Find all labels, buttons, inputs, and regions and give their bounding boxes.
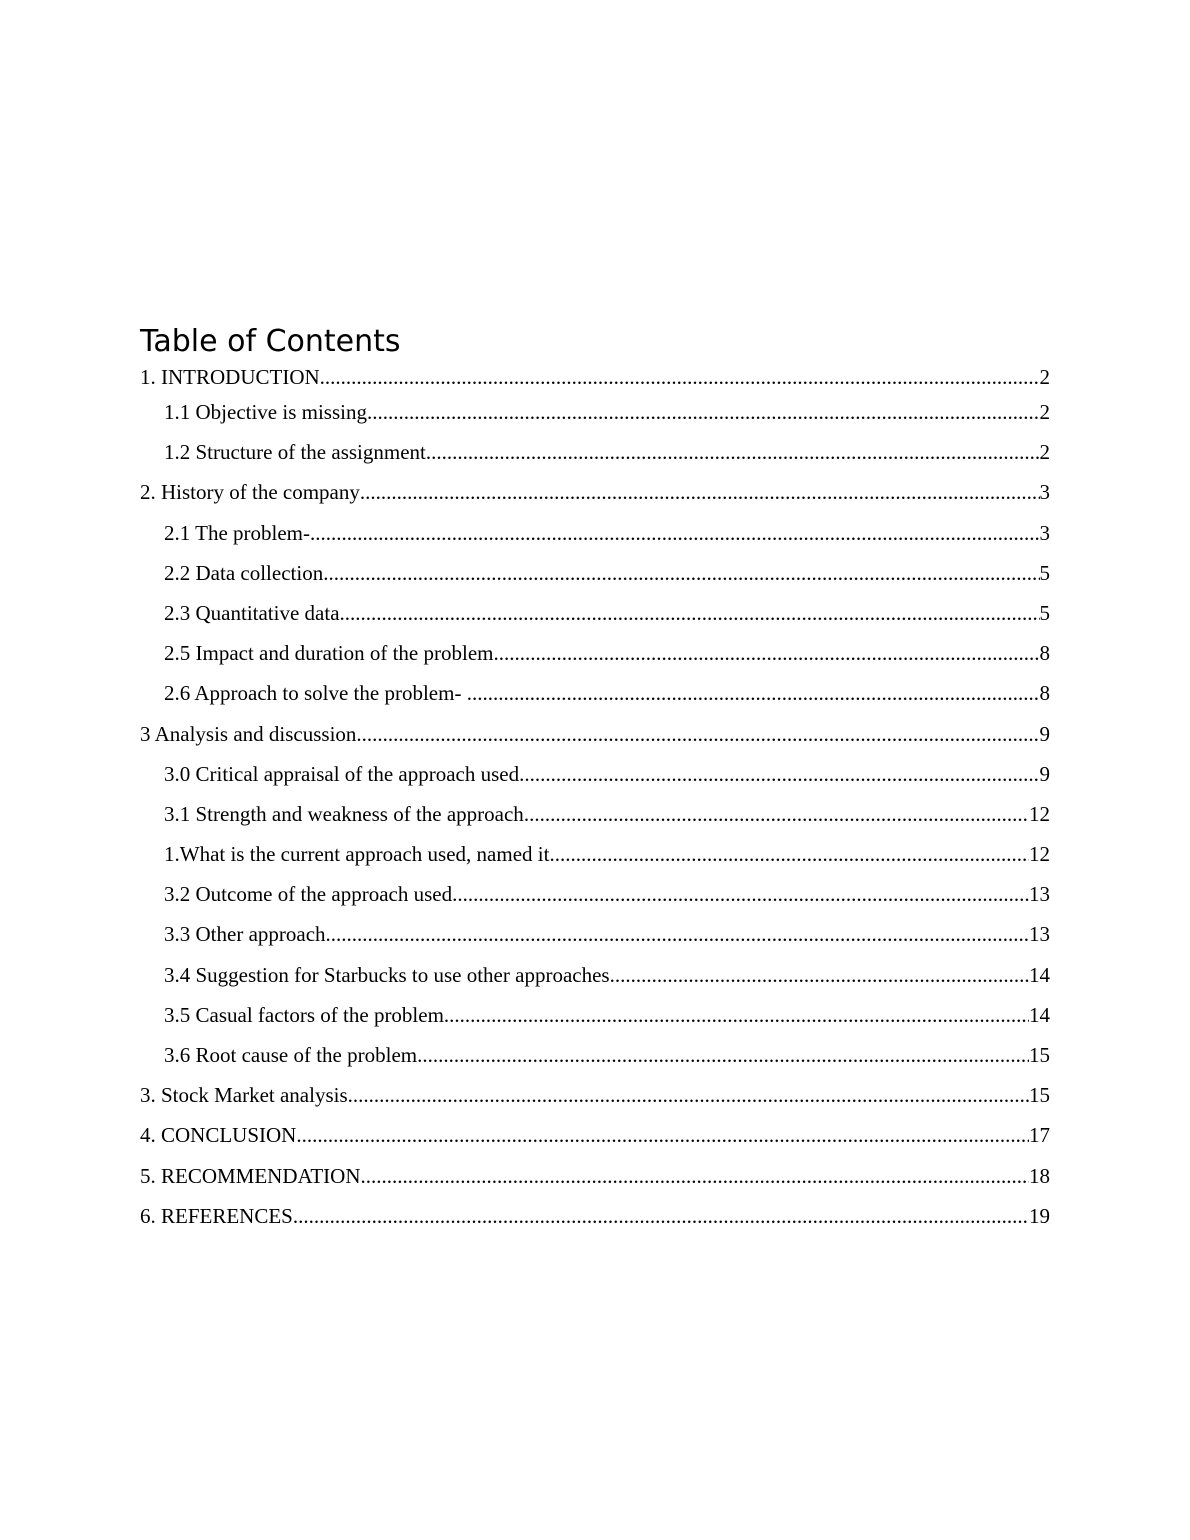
toc-dot-leader (320, 362, 1040, 392)
toc-entry-label: 3.2 Outcome of the approach used (164, 882, 453, 907)
toc-entry-label: 3.6 Root cause of the problem (164, 1043, 418, 1067)
toc-page-number: 14 (1029, 1002, 1050, 1027)
toc-dot-leader (360, 477, 1040, 507)
toc-page-number: 2 (1039, 440, 1050, 465)
toc-entry-label: 2.2 Data collection (164, 560, 324, 585)
toc-entry[interactable] (140, 879, 1050, 919)
toc-entry[interactable] (140, 477, 1050, 517)
toc-page-number: 19 (1029, 1203, 1050, 1228)
toc-page-number: 2 (1039, 365, 1050, 389)
toc-entry-label: 3.4 Suggestion for Starbucks to use other approaches (164, 962, 610, 987)
toc-title: Table of Contents (140, 324, 401, 359)
toc-page-number: 8 (1039, 681, 1050, 706)
toc-page-number: 13 (1029, 882, 1050, 907)
toc-entry[interactable] (140, 839, 1050, 879)
toc-page-number: 3 (1039, 480, 1050, 505)
toc-entry-label: 6. REFERENCES (140, 1203, 293, 1228)
toc-entry-label: 2.5 Impact and duration of the problem (164, 641, 494, 666)
toc-page-number: 5 (1039, 560, 1050, 585)
toc-entry[interactable] (140, 1120, 1050, 1160)
toc-entry[interactable] (140, 1000, 1050, 1040)
toc-entry[interactable] (140, 1161, 1050, 1201)
toc-page-number: 2 (1039, 400, 1050, 424)
toc-dot-leader (296, 1120, 1029, 1150)
toc-entry[interactable] (140, 919, 1050, 959)
toc-list (140, 362, 1050, 1241)
toc-page-number: 15 (1029, 1043, 1050, 1067)
toc-dot-leader (326, 919, 1029, 949)
toc-entry-label: 2.1 The problem- (164, 520, 310, 545)
toc-dot-leader (467, 678, 1040, 708)
toc-dot-leader (452, 879, 1029, 909)
toc-entry-label: 3 Analysis and discussion (140, 721, 357, 746)
toc-entry[interactable] (140, 678, 1050, 718)
toc-page-number: 8 (1039, 641, 1050, 666)
toc-dot-leader (426, 437, 1040, 467)
toc-page-number: 9 (1039, 721, 1050, 746)
toc-dot-leader (494, 638, 1040, 668)
toc-entry-label: 2.6 Approach to solve the problem- (164, 681, 467, 706)
toc-page-number: 14 (1029, 962, 1050, 987)
toc-entry[interactable] (140, 558, 1050, 598)
toc-dot-leader (348, 1080, 1029, 1110)
toc-entry[interactable] (140, 1040, 1050, 1080)
toc-page-number: 18 (1029, 1163, 1050, 1188)
toc-entry[interactable] (140, 437, 1050, 477)
toc-dot-leader (340, 598, 1040, 628)
toc-entry-label: 2. History of the company (140, 480, 360, 505)
toc-entry[interactable] (140, 719, 1050, 759)
toc-entry[interactable] (140, 397, 1050, 437)
toc-dot-leader (323, 558, 1039, 588)
toc-dot-leader (524, 799, 1029, 829)
toc-dot-leader (519, 759, 1039, 789)
toc-entry[interactable] (140, 362, 1050, 397)
toc-entry-label: 2.3 Quantitative data (164, 600, 340, 625)
toc-dot-leader (417, 1040, 1029, 1070)
toc-entry[interactable] (140, 1080, 1050, 1120)
toc-entry-label: 3.5 Casual factors of the problem (164, 1002, 444, 1027)
toc-entry-label: 1.2 Structure of the assignment (164, 440, 426, 465)
toc-dot-leader (361, 1161, 1030, 1191)
toc-page-number: 13 (1029, 922, 1050, 947)
toc-dot-leader (310, 518, 1040, 548)
toc-page-number: 17 (1029, 1123, 1050, 1148)
toc-entry[interactable] (140, 518, 1050, 558)
toc-page-number: 3 (1039, 520, 1050, 545)
toc-entry-label: 3. Stock Market analysis (140, 1083, 348, 1108)
toc-dot-leader (367, 397, 1040, 427)
table-of-contents (140, 322, 1050, 1241)
toc-page-number: 15 (1029, 1083, 1050, 1108)
toc-entry-label: 1.1 Objective is missing (164, 400, 367, 424)
toc-entry-label: 4. CONCLUSION (140, 1123, 297, 1148)
toc-page-number: 9 (1039, 761, 1050, 786)
toc-page-number: 12 (1029, 801, 1050, 826)
toc-entry-label: 1.What is the current approach used, named it (164, 842, 550, 867)
toc-dot-leader (293, 1201, 1029, 1231)
toc-entry-label: 1. INTRODUCTION (140, 365, 320, 389)
toc-entry-label: 5. RECOMMENDATION (140, 1163, 361, 1188)
toc-entry-label: 3.0 Critical appraisal of the approach used (164, 761, 520, 786)
toc-page-number: 12 (1029, 842, 1050, 867)
toc-entry[interactable] (140, 759, 1050, 799)
toc-entry-label: 3.1 Strength and weakness of the approach (164, 801, 524, 826)
toc-dot-leader (356, 719, 1039, 749)
toc-entry[interactable] (140, 598, 1050, 638)
toc-entry[interactable] (140, 638, 1050, 678)
toc-entry[interactable] (140, 799, 1050, 839)
toc-dot-leader (444, 1000, 1029, 1030)
toc-entry-label: 3.3 Other approach (164, 922, 326, 947)
toc-entry[interactable] (140, 1201, 1050, 1241)
toc-page-number: 5 (1039, 600, 1050, 625)
toc-entry[interactable] (140, 960, 1050, 1000)
toc-dot-leader (610, 960, 1029, 990)
toc-dot-leader (549, 839, 1029, 869)
